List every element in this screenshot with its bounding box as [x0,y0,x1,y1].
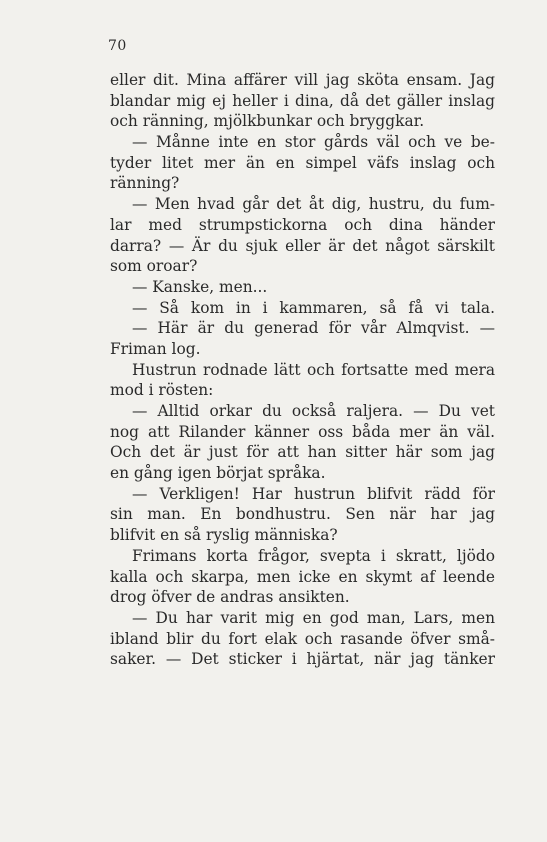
body-text [110,70,495,670]
text-line: ränning? [110,174,180,193]
text-line: saker. — Det sticker i hjärtat, när jag tänker [110,650,495,669]
text-line: — Så kom in i kammaren, så få vi tala. [132,298,495,317]
text-line: kalla och skarpa, men icke en skymt af leende [110,567,495,586]
text-line: lar med strumpstickorna och dina händer [110,215,495,234]
text-line: blifvit en så ryslig människa? [110,526,338,545]
text-line: — Kanske, men... [132,277,268,296]
text-line: eller dit. Mina affärer vill jag sköta ensam. Jag [110,71,495,89]
text-line: — Här är du generad för vår Almqvist. — [132,319,495,338]
text-line: en gång igen börjat språka. [110,464,326,483]
text-line: ibland blir du fort elak och rasande öfver små- [110,629,495,648]
text-line: drog öfver de andras ansikten. [110,588,350,607]
text-line: Friman log. [110,339,201,358]
text-line: som oroar? [110,257,198,276]
text-line: blandar mig ej heller i dina, då det gäller inslag [110,91,495,110]
text-line: Hustrun rodnade lätt och fortsatte med mera [132,360,495,379]
text-line: — Verkligen! Har hustrun blifvit rädd för [132,484,495,503]
text-line: sin man. En bondhustru. Sen när har jag [110,505,495,524]
text-line: och ränning, mjölkbunkar och bryggkar. [110,112,425,131]
text-line: mod i rösten: [110,381,214,400]
text-line: — Men hvad går det åt dig, hustru, du fum- [132,195,495,214]
text-line: — Alltid orkar du också raljera. — Du vet [132,402,495,420]
text-line: nog att Rilander känner oss båda mer än väl. [110,422,495,441]
text-line: tyder litet mer än en simpel väfs inslag och [110,153,495,172]
page-number: 70 [108,38,127,54]
text-line: — Månne inte en stor gårds väl och ve be- [132,133,495,152]
text-line: — Du har varit mig en god man, Lars, men [132,608,495,627]
text-line: darra? — Är du sjuk eller är det något särskilt [110,236,495,255]
text-line: Frimans korta frågor, svepta i skratt, ljödo [132,546,495,565]
text-line: Och det är just för att han sitter här som jag [110,443,495,462]
